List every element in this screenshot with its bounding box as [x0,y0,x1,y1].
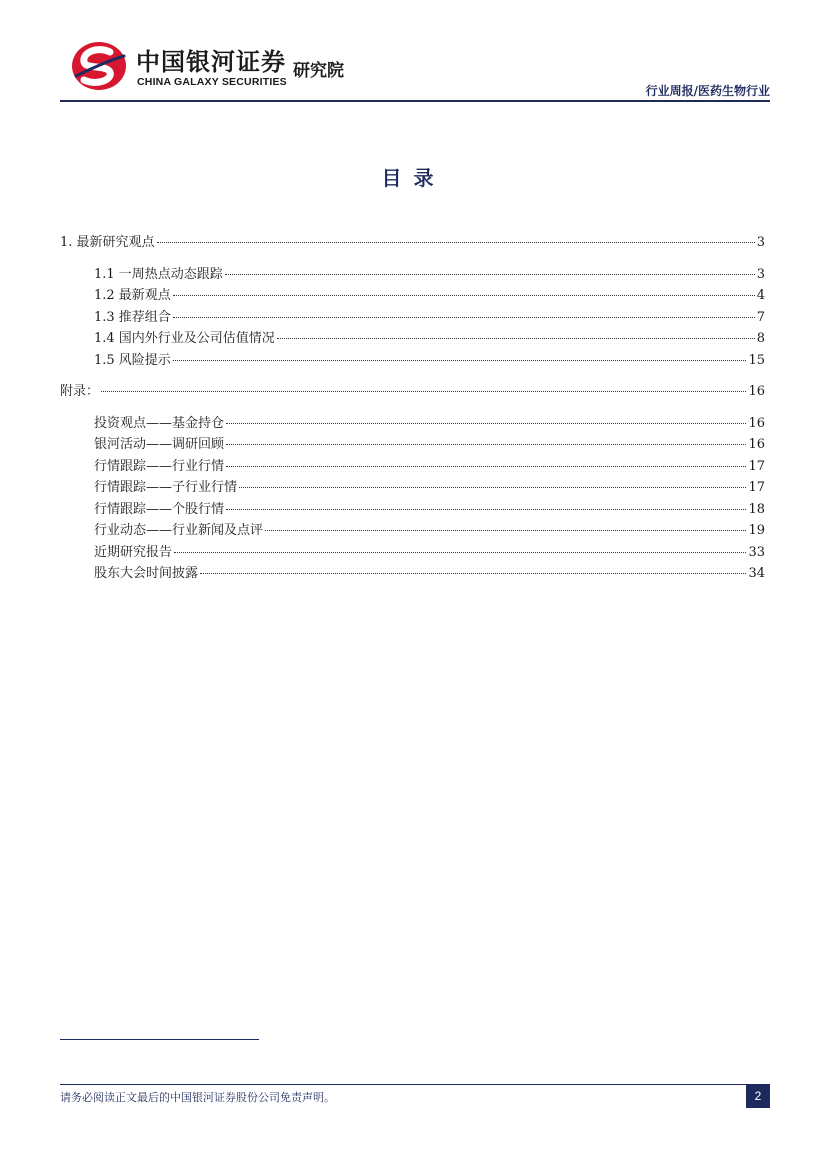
toc-entry[interactable] [60,231,765,253]
page-number: 2 [746,1084,770,1108]
toc-entry-page: 7 [756,309,765,325]
toc-entry-page: 18 [748,501,765,517]
dot-leader [265,530,746,531]
toc-entry[interactable] [60,412,765,434]
dot-leader [239,487,746,488]
toc-entry-label: 1.4 国内外行业及公司估值情况 [94,331,275,346]
toc-entry-label: 投资观点——基金持仓 [94,415,225,431]
dot-leader [226,509,746,510]
toc-entry-page: 16 [748,384,765,399]
toc-entry-page: 3 [756,235,765,250]
toc-entry-page: 17 [748,458,765,474]
brand-name-en: CHINA GALAXY SECURITIES [137,76,287,88]
galaxy-logo-icon [70,40,128,92]
toc-entry-label: 1.5 风险提示 [94,352,171,368]
dot-leader [173,360,747,361]
dot-leader [200,573,746,574]
dot-leader [174,552,746,553]
toc-entry-page: 3 [756,266,765,282]
dot-leader [101,391,746,392]
toc-entry-page: 16 [748,437,765,452]
dot-leader [173,317,755,318]
toc-entry-label: 1.2 最新观点 [94,288,171,303]
toc-entry[interactable] [60,541,765,563]
footnote-divider [60,1039,259,1040]
toc-entry-page: 16 [748,415,765,431]
brand-name-cn: 中国银河证券 [136,48,286,76]
page-header [60,34,770,104]
footer-disclaimer: 请务必阅读正文最后的中国银河证券股份公司免责声明。 [60,1091,335,1104]
toc-entry-page: 34 [748,566,765,581]
dot-leader [173,295,755,296]
toc-entry-label: 行业动态——行业新闻及点评 [94,523,264,538]
toc-entry-page: 8 [756,331,765,346]
toc-entry-label: 1. 最新研究观点 [60,235,155,250]
toc-entry[interactable] [60,349,765,371]
toc-entry-label: 附录： [60,384,100,399]
toc-entry[interactable] [60,433,765,455]
toc-entry-label: 行情跟踪——子行业行情 [94,480,238,495]
footer-divider [60,1084,770,1085]
dot-leader [225,274,755,275]
report-type: 行业周报/医药生物行业 [645,84,770,98]
toc-entry[interactable] [60,498,765,520]
toc-entry[interactable] [60,455,765,477]
toc-entry[interactable] [60,306,765,328]
dot-leader [157,242,755,243]
toc-entry-label: 行情跟踪——行业行情 [94,458,225,474]
toc-entry-page: 4 [756,288,765,303]
toc-entry-page: 33 [748,544,765,560]
toc-entry[interactable] [60,562,765,584]
header-divider [60,100,770,102]
dot-leader [226,444,746,445]
toc-entry-label: 1.1 一周热点动态跟踪 [94,266,223,282]
toc-entry-page: 15 [748,352,765,368]
toc-entry-label: 银河活动——调研回顾 [94,437,225,452]
toc-entry-label: 股东大会时间披露 [94,566,199,581]
toc-entry-page: 19 [748,523,765,538]
toc-entry[interactable] [60,380,765,402]
toc-entry-label: 1.3 推荐组合 [94,309,171,325]
department-label: 研究院 [293,61,344,81]
toc-entry-page: 17 [748,480,765,495]
page-title: 目录 [381,166,446,190]
toc-entry[interactable] [60,327,765,349]
table-of-contents [60,231,765,584]
dot-leader [226,466,746,467]
toc-entry[interactable] [60,519,765,541]
dot-leader [226,423,746,424]
toc-entry[interactable] [60,284,765,306]
toc-entry[interactable] [60,263,765,285]
toc-entry[interactable] [60,476,765,498]
toc-entry-label: 近期研究报告 [94,544,173,560]
toc-entry-label: 行情跟踪——个股行情 [94,501,225,517]
dot-leader [277,338,755,339]
